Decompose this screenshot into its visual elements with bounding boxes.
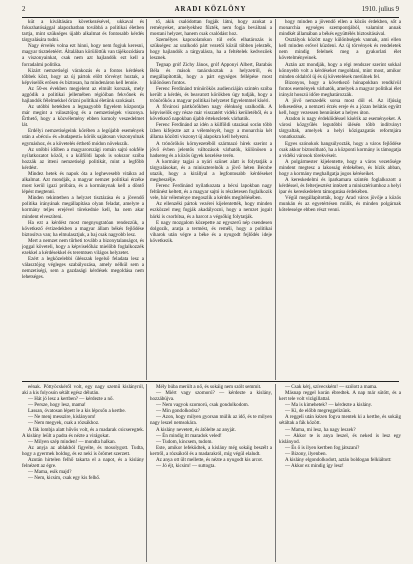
article-column-1 xyxy=(22,19,144,380)
paragraph: Ha ezt a kérdést most megnyugtatóan rendezzük, a következő évtizedekben a magyar állam békés fejlődése biztosítva van; ha elmulasztjuk, a baj csak nagyobb lesz. xyxy=(22,219,144,238)
column-divider xyxy=(146,19,147,380)
newspaper-title: ARADI KÖZLÖNY xyxy=(174,6,247,13)
paragraph: — Ki, de előbb megreggelizünk. xyxy=(285,408,352,415)
paragraph: — Ma is kimehetek? — kérdezte a kislány. xyxy=(285,402,373,409)
paragraph: — Nem megyek, csak a rózsákhoz. xyxy=(28,420,100,427)
paragraph: Egyes szónokok hangsúlyozták, hogy a város fejlődése csak akkor biztosítható, ha a központi kormány is támogatja a vidéki városok törekvéseit. xyxy=(279,140,401,159)
paragraph: A reggeli után kézen fogva mentek ki a kertbe, és sokáig sétáltak a fák között. xyxy=(279,414,401,427)
paragraph: Tegnap gróf Zichy János, gróf Apponyi Albert, Barabás Béla és mások tanácskoztak a helyzetről, és megállapították, hogy a párt egységes fellépése most különösen fontos. xyxy=(150,61,272,86)
paragraph: — És ő is ilyen kertben fog játszani? xyxy=(285,444,360,451)
article-column-2 xyxy=(150,19,272,380)
paragraph: Lassan, óvatosan lépett le a kis lépcsőn a kertbe. xyxy=(28,408,126,415)
paragraph: — Tudom, kincsem, tudom. xyxy=(156,438,213,445)
feuilleton-separator xyxy=(22,381,399,382)
paragraph: hogy minden a jövendő ellen a közös érdekben, sőt a monarchia egységes szempontjából, valamint annak mindkét államában a békés együttélés biztosításával. xyxy=(279,19,401,38)
paragraph: Az anya ott ült mellette, és nézte a nyugodt kis arcot. xyxy=(156,456,264,463)
feuilleton-column-1 xyxy=(22,384,144,562)
column-divider xyxy=(146,384,147,562)
column-divider xyxy=(275,384,276,562)
paragraph: Az anyja az ablakból figyelte, és mosolygott. Tudta, hogy a gyermek boldog, és ez neki is örömet szerzett. xyxy=(22,444,144,457)
paragraph: Kizárt nemzetiségi várakozás és a fontos kérdések többek közt, hogy az új pártok előtt törvényt hoztak, a képviselők erősen és biztosan, ha mindenáron kell lennie. xyxy=(22,67,144,86)
paragraph: Ferenc Ferdinánd nyilatkozata a bécsi lapokban nagy feltűnést keltett, és a magyar sajtó is részletesen foglalkozik vele, bár véleménye megoszlik a kérdés megítélésében. xyxy=(150,183,272,202)
issue-date: 1910. julius 9 xyxy=(361,6,399,13)
article-column-3 xyxy=(279,19,401,380)
paragraph: — Hát jó lesz a kertben? — kérdezte a nő. xyxy=(28,396,114,403)
paragraph: A kormány tagjai a nyári szünet alatt is folytatják a tárgyalásokat, és a miniszterelnök a jövő héten Bécsbe utazik, hogy a királlyal a legfontosabb kérdéseket megbeszélje. xyxy=(150,158,272,184)
paragraph: Mély búba merült a nő, és sokáig nem szólt semmit. xyxy=(156,384,262,390)
paragraph: — Akkor ez mindig így lesz! xyxy=(285,463,344,470)
paragraph: A trónörökös környezetéből származó hírek szerint a jövő évben jelentős változások várhatók, különösen a hadsereg és a közös ügyek kezelése terén. xyxy=(150,140,272,159)
paragraph: E nagy mozgalom közepette az egyszerű nép csendesen dolgozik, aratja a termést, és reméli, hogy a politikai viharok után végre a béke és a nyugodt fejlődés ideje következik. xyxy=(150,219,272,244)
feuilleton-column-2 xyxy=(150,384,272,562)
paragraph: Az utóbbi időben a magyarországi román sajtó sokféle nyilatkozatot közöl, s a külföldi lapok is sokszor szóba hozzák az itteni nemzetiségi politikát, mint a legfőbb kérdést. xyxy=(22,146,144,171)
column-divider xyxy=(275,19,276,380)
paragraph: A kislány nevetett, és átölelte az anyját. xyxy=(156,426,236,433)
paragraph: tő, akik csalódottan fogják látni, hogy azokat a reményeket, amelyekhez fűzték, nem fogja beváltani a mostani helyzet, hanem csak csalódást hoz. xyxy=(150,19,272,38)
paragraph: — Min gondolkodsz? xyxy=(156,408,201,415)
paragraph: — Én mindig itt maradok veled! xyxy=(156,432,222,439)
page-number: 2 xyxy=(22,6,26,13)
paragraph: — Mama, mi lesz, ha nagy leszek? xyxy=(285,426,356,433)
paragraph: — Azon, hogy milyen gyorsan múlik az idő, és te milyen nagy leszel nemsokára. xyxy=(150,414,272,427)
paragraph: — Bizony, ilyenben. xyxy=(285,450,327,457)
paragraph: Végül megállapították, hogy Arad város jövője a közös munkán és az egyetértésen múlik, és minden polgárnak kötelessége ebben részt venni. xyxy=(279,195,401,214)
paragraph: Az 50-es években megjelent az elmúlt korszak, mely aggódik a politikai jellemében régióiban fekvőnek és hajlandók félelmekkel őrizni politikai életünk szokásait. xyxy=(22,85,144,105)
paragraph: — Ne menj messzire, kislányom! xyxy=(28,414,96,421)
paragraph: A fák lombja alatt hűvös volt, és a madarak csicseregtek. A kislány leült a padra és nézte a virágokat. xyxy=(22,426,144,439)
paragraph: Minden tekintetben a helyzet tisztázása és a jövendő politika irányának megállapítása olyan feladat, amelyre a kormány teljes erejével törekednie kell, ha nem akar mindent elveszíteni. xyxy=(22,195,144,220)
paragraph: — Mama, esik majd? xyxy=(28,469,72,476)
paragraph: A kereskedelmi és iparkamara szintén foglalkozott a kérdéssel, és felterjesztést intézett a minisztériumhoz a helyi ipar és kereskedelem támogatása érdekében. xyxy=(279,177,401,196)
paragraph: — Csak kérj, szívecském! — szólott a mama. xyxy=(285,384,378,390)
paragraph: — Milyen szép minden! — mondta halkan. xyxy=(28,438,116,445)
paragraph: Erdélyi nemzetiségeink körében a legújabb események után a «bécsi» és «budapesti» körök sajátosan viszonyulnak egymáshoz, és a követelés érthető módon növekszik. xyxy=(22,128,144,147)
feuilleton-column-3 xyxy=(279,384,401,562)
paragraph: Nagy érvelés volna ezt hinni, hogy nem fogjuk keresni, magyar tiszteletéért. Általában körülöttük van tájékozódásra a viszonyainkat, csak nem azt hajlandók ezt kell a forradalmi politika. xyxy=(22,43,144,68)
paragraph: Az utóbbi hetekben a legnagyobb figyelem központja már megint a választójog és a nemzetiségek viszonya. Érthető, hogy a közvélemény ebben komoly veszedelmet lát. xyxy=(22,104,144,129)
paragraph: Mert a nemzet nem tűrheti tovább a bizonytalanságot, és joggal követeli, hogy a képviselőház mielőbb foglalkozzék ezekkel a kérdésekkel és teremtsen világos helyzetet. xyxy=(22,237,144,256)
paragraph: — Nem vagyok szomorú, csak gondolkodom. xyxy=(156,402,249,409)
page-header xyxy=(22,4,399,16)
paragraph: — Persze, hogy lesz, mama! xyxy=(28,402,86,409)
paragraph: Aradon is nagy érdeklődéssel kísérik az eseményeket. A városi közgyűlés legutóbbi ülésén több indítványt tárgyaltak, amelyek a helyi közigazgatás reformjára vonatkoznak. xyxy=(279,116,401,141)
paragraph: Este, amikor lefeküdtek, a kislány még sokáig beszélt a kertről, a rózsákról és a madarakról, míg végül elaludt. xyxy=(150,444,272,457)
paragraph: küt a kiváltására következésével, ukkaval és fokozhatósággal alapozhatban továbbá a politikai életben tartja, mint szükséges újabb alkalmat és fontosabb kérdés tárgyalására tudni. xyxy=(22,19,144,44)
paragraph: Mindez hetek és napok óta a leghevesebb vitákra ad alkalmat. Azt mondják, a magyar nemzet politikai érzéke most kerül igazi próbára, és a kormánynak kell a döntő lépést megtenni. xyxy=(22,170,144,196)
paragraph: eénak. Pöttyöcskéről volt, egy nagy szemű kislányról, aki a kis folyosón sétált egész délután. xyxy=(22,384,144,397)
paragraph: Ferenc Ferdinánd trónörökös audienciáján szintén szóba került a kérdés, és beavatott körökben úgy tudják, hogy a trónörökös a magyar politikai helyzetet figyelemmel kíséri. xyxy=(150,85,272,105)
paragraph: Ferenc Ferdinánd az idén a külföldi utazásai során több ízben kifejezte azt a véleményét, hogy a monarchia két állama közötti viszonyt új alapokra kell helyezni. xyxy=(150,122,272,141)
paragraph: Másnap reggel korán ébredtek. A nap már sütött, és a kert tele volt virágillattal. xyxy=(279,390,401,403)
paragraph: A kislány elgondolkodott, aztán boldogan felkiáltott: xyxy=(285,456,392,463)
paragraph: — Jó éjt, kicsim! — suttogta. xyxy=(156,463,216,470)
paragraph: — Miért vagy szomorú? — kérdezte a kislány, hozzábújva. xyxy=(150,390,272,403)
paragraph: — Nem, kicsim, csak egy kis felhő. xyxy=(28,475,101,482)
paragraph: Osztályok között nagy különbségek vannak, ami ellen kell minden erővel küzdeni. Az új törvények és rendeletek nem mindig felelnek meg a gyakorlati élet követelményeinek. xyxy=(279,37,401,62)
paragraph: Bizonyos, hogy a következő hónapokban rendkívül fontos események várhatók, amelyek a magyar politikai élet irányát hosszú időre meghatározzák. xyxy=(279,79,401,98)
paragraph: A fővárosi pártkörökben nagy élénkség uralkodik. A képviselők egy része már visszatért vidéki kerületéből, és a következő napokban újabb értekezletek várhatók. xyxy=(150,104,272,123)
paragraph: A polgármester kijelentette, hogy a város vezetősége mindent megtesz a lakosság érdekében, és bízik abban, hogy a kormány meghallgatja jogos kéréseiket. xyxy=(279,158,401,177)
paragraph: Az ellenzéki pártok vezérei kijelentették, hogy minden eszközzel meg fogják akadályozni, hogy a nemzet jogait bárki is csorbítsa, és a harcot a végsőkig folytatják. xyxy=(150,201,272,220)
paragraph: A jövő nemzedék sorsa most dől el. Az ifjúság lelkesedése, a nemzeti érzés ereje és a józan belátás együtt kell, hogy vezessen bennünket a helyes úton. xyxy=(279,98,401,117)
header-rule xyxy=(22,17,399,18)
paragraph: — Akkor te is anya leszel, és neked is lesz egy kislányod. xyxy=(279,432,401,445)
paragraph: Azután hirtelen felhő takarta el a napot, és a kislány felnézett az égre. xyxy=(22,456,144,470)
paragraph: Személyes kapcsolatokon túl erős elhatározás is szükséges: az uralkodó párt vezetői közül többen jelezték, hogy hajlandók a tárgyalásra, ha a feltételek kedvezőek lesznek. xyxy=(150,37,272,62)
paragraph: Aztán azt mondják, hogy a régi rendszer szerint sokkal könnyebb volt a kérdéseket megoldani, mint most, amikor minden oldalról új és új követelések merülnek fel. xyxy=(279,61,401,80)
paragraph: Ezért a legközelebbi ülésszak legelső feladata lesz a választójog végleges szabályozása, amely nélkül sem a nemzetiségi, sem a gazdasági kérdések megoldása nem lehetséges. xyxy=(22,256,144,281)
